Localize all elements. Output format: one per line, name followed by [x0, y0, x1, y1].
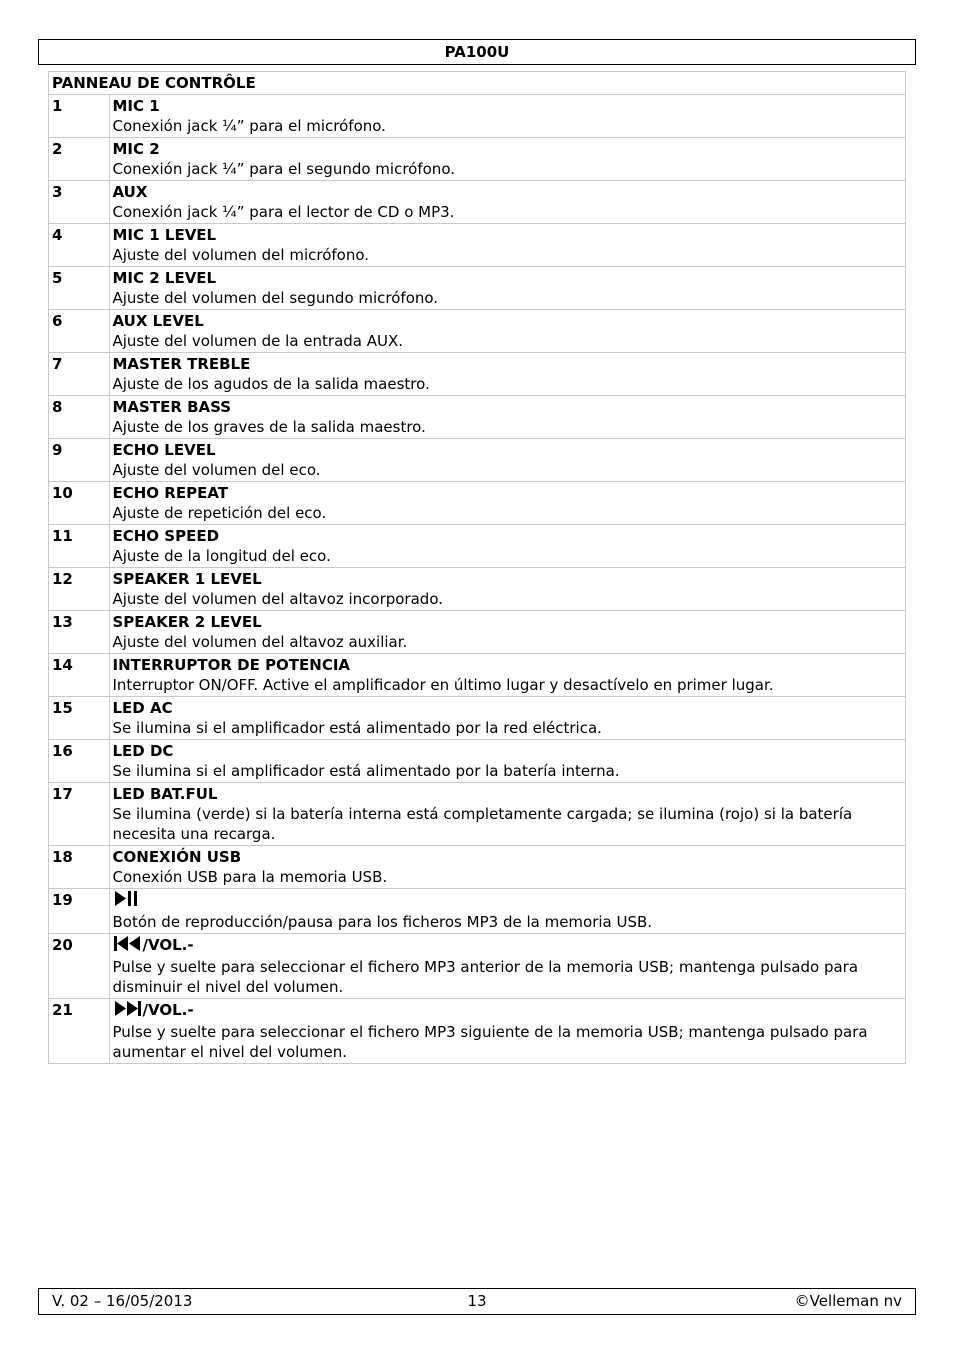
item-title-line [113, 96, 903, 116]
item-description: Ajuste del volumen del eco. [112, 461, 321, 479]
item-number: 2 [49, 138, 109, 181]
footer-copyright: ©Velleman nv [794, 1292, 902, 1310]
item-number: 7 [49, 353, 109, 396]
next-track-icon [113, 1000, 143, 1022]
footer-page-number: 13 [467, 1292, 487, 1310]
item-number: 12 [49, 568, 109, 611]
item-description: Ajuste de los graves de la salida maestro. [112, 418, 426, 436]
item-number: 9 [49, 439, 109, 482]
item-description: Se ilumina (verde) si la batería interna está completamente cargada; se ilumina (rojo) si la batería necesita una recarga. [112, 805, 853, 843]
table-row [49, 999, 905, 1064]
item-title-line [113, 139, 903, 159]
item-body [109, 224, 905, 267]
item-title: MIC 1 [112, 97, 160, 115]
table-row [49, 654, 905, 697]
item-title: SPEAKER 2 LEVEL [112, 613, 262, 631]
item-number: 4 [49, 224, 109, 267]
table-row [49, 267, 905, 310]
item-title-line [113, 784, 903, 804]
item-title-line [113, 1000, 903, 1022]
item-title: LED BAT.FUL [112, 785, 218, 803]
play-pause-icon [113, 890, 139, 912]
item-title-line [113, 526, 903, 546]
item-title-line [113, 440, 903, 460]
table-row [49, 697, 905, 740]
item-body [109, 654, 905, 697]
section-title: PANNEAU DE CONTRÔLE [52, 74, 256, 92]
item-description: Botón de reproducción/pausa para los ficheros MP3 de la memoria USB. [112, 913, 653, 931]
model-title: PA100U [444, 43, 510, 61]
item-number: 21 [49, 999, 109, 1064]
item-title: MIC 2 [112, 140, 160, 158]
item-title: AUX [112, 183, 148, 201]
item-body [109, 267, 905, 310]
table-row [49, 95, 905, 138]
item-body [109, 482, 905, 525]
item-description: Ajuste del volumen del altavoz auxiliar. [112, 633, 408, 651]
item-body [109, 439, 905, 482]
item-title: LED DC [112, 742, 174, 760]
item-number: 15 [49, 697, 109, 740]
item-description: Ajuste del volumen de la entrada AUX. [112, 332, 404, 350]
item-title: AUX LEVEL [112, 312, 204, 330]
item-description: Conexión jack ¼” para el segundo micrófono. [112, 160, 455, 178]
item-title-line [113, 698, 903, 718]
item-title-line [113, 741, 903, 761]
item-body [109, 138, 905, 181]
item-body [109, 353, 905, 396]
item-description: Interruptor ON/OFF. Active el amplificador en último lugar y desactívelo en primer lugar. [112, 676, 774, 694]
table-row [49, 396, 905, 439]
item-description: Ajuste del volumen del micrófono. [112, 246, 370, 264]
item-title: CONEXIÓN USB [112, 848, 242, 866]
item-body [109, 697, 905, 740]
page-header [38, 39, 916, 65]
item-body [109, 95, 905, 138]
item-number: 17 [49, 783, 109, 846]
item-number: 11 [49, 525, 109, 568]
item-number: 10 [49, 482, 109, 525]
item-title-line [113, 311, 903, 331]
item-title-line [113, 483, 903, 503]
item-number: 6 [49, 310, 109, 353]
item-body [109, 181, 905, 224]
item-number: 8 [49, 396, 109, 439]
item-body [109, 568, 905, 611]
item-title: MASTER TREBLE [112, 355, 251, 373]
table-row [49, 525, 905, 568]
item-description: Conexión jack ¼” para el micrófono. [112, 117, 386, 135]
item-number: 19 [49, 889, 109, 934]
item-body [109, 934, 905, 999]
item-title-line [113, 569, 903, 589]
item-description: Ajuste de repetición del eco. [112, 504, 327, 522]
footer-version: V. 02 – 16/05/2013 [52, 1292, 193, 1310]
item-title: SPEAKER 1 LEVEL [112, 570, 262, 588]
table-row [49, 482, 905, 525]
item-title: /VOL.- [142, 1001, 194, 1019]
item-body [109, 740, 905, 783]
item-description: Ajuste de los agudos de la salida maestro. [112, 375, 430, 393]
item-title: INTERRUPTOR DE POTENCIA [112, 656, 351, 674]
item-number: 14 [49, 654, 109, 697]
table-row [49, 568, 905, 611]
table-row [49, 934, 905, 999]
item-title: LED AC [112, 699, 173, 717]
item-body [109, 889, 905, 934]
item-body [109, 999, 905, 1064]
item-title-line [113, 225, 903, 245]
previous-track-icon [113, 935, 143, 957]
item-title-line [113, 268, 903, 288]
item-title-line [113, 847, 903, 867]
item-title: ECHO SPEED [112, 527, 220, 545]
table-row [49, 181, 905, 224]
item-body [109, 396, 905, 439]
table-row [49, 740, 905, 783]
item-description: Ajuste de la longitud del eco. [112, 547, 331, 565]
control-panel-table [48, 71, 906, 1064]
item-number: 18 [49, 846, 109, 889]
item-description: Conexión jack ¼” para el lector de CD o MP3. [112, 203, 455, 221]
item-title: MIC 2 LEVEL [112, 269, 217, 287]
table-row [49, 611, 905, 654]
item-body [109, 525, 905, 568]
item-body [109, 310, 905, 353]
item-number: 16 [49, 740, 109, 783]
item-title: ECHO REPEAT [112, 484, 228, 502]
table-row [49, 353, 905, 396]
item-body [109, 783, 905, 846]
item-title: ECHO LEVEL [112, 441, 216, 459]
item-number: 13 [49, 611, 109, 654]
item-number: 1 [49, 95, 109, 138]
item-title-line [113, 354, 903, 374]
item-title: /VOL.- [142, 936, 194, 954]
item-number: 5 [49, 267, 109, 310]
table-row [49, 439, 905, 482]
item-description: Se ilumina si el amplificador está alimentado por la batería interna. [112, 762, 620, 780]
item-number: 20 [49, 934, 109, 999]
item-description: Ajuste del volumen del segundo micrófono. [112, 289, 439, 307]
table-row [49, 224, 905, 267]
item-description: Ajuste del volumen del altavoz incorporado. [112, 590, 443, 608]
table-row [49, 310, 905, 353]
table-row [49, 138, 905, 181]
item-title-line [113, 935, 903, 957]
item-body [109, 846, 905, 889]
item-title-line [113, 655, 903, 675]
item-title-line [113, 612, 903, 632]
item-description: Se ilumina si el amplificador está alimentado por la red eléctrica. [112, 719, 602, 737]
item-description: Pulse y suelte para seleccionar el fichero MP3 anterior de la memoria USB; mantenga pulsado para disminuir el nivel del volumen. [112, 958, 859, 996]
item-number: 3 [49, 181, 109, 224]
table-row [49, 846, 905, 889]
section-title-row [49, 72, 905, 95]
item-description: Conexión USB para la memoria USB. [112, 868, 388, 886]
item-title: MASTER BASS [112, 398, 232, 416]
table-row [49, 889, 905, 934]
item-title: MIC 1 LEVEL [112, 226, 217, 244]
table-row [49, 783, 905, 846]
item-title-line [113, 397, 903, 417]
item-title-line [113, 182, 903, 202]
page-footer [38, 1288, 916, 1315]
item-description: Pulse y suelte para seleccionar el fichero MP3 siguiente de la memoria USB; mantenga pulsado para aumentar el nivel del volumen. [112, 1023, 868, 1061]
item-body [109, 611, 905, 654]
item-title-line [113, 890, 903, 912]
